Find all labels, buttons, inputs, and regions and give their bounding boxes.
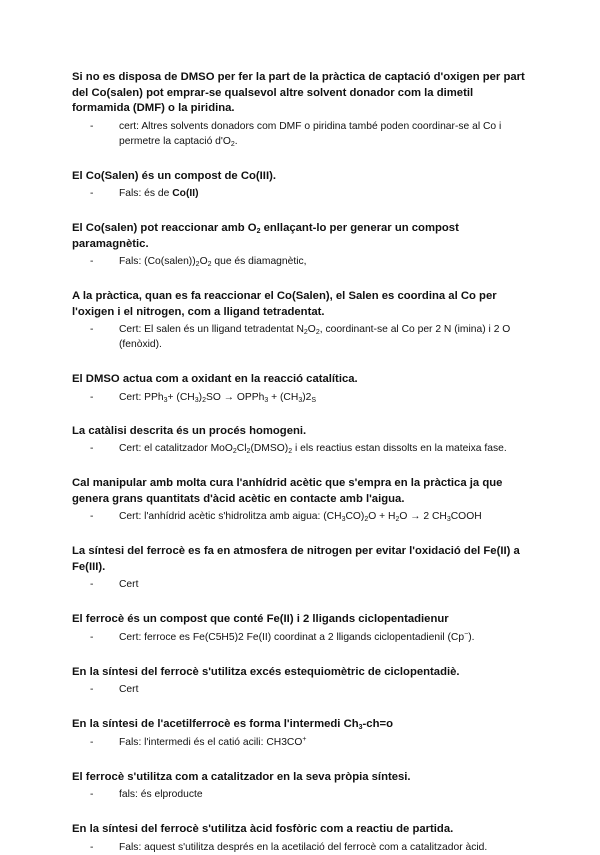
answer-item [72,682,532,697]
answer-text: Fals: $(Co(salen))_2O_2$ que és diamagnètic, [119,256,307,268]
answer-text: Fals: l'intermedi és el catió acili: CH3CO+ [119,735,307,748]
answer-text: fals: és elproducte [119,789,203,800]
answer-text: Cert: El salen és un lligand tetradentat $N_2O_2$, coordinant-se al Co per 2 N (imina) i 2 O (fenòxid). [119,324,511,350]
answer-text: Cert: $PPh_3+ (CH_3)_2SO$ → OPPh$_3$ + $(CH_3)2_S$ [119,391,317,404]
question-text: En la síntesi del ferrocè s'utilitza àcid fosfòric com a reactiu de partida. [72,823,454,835]
answer-item [72,254,532,269]
answer-item [72,787,532,802]
answer-item [72,441,532,456]
answer-text: Cert: l'anhídrid acètic s'hidrolitza amb aigua: $(CH_3CO)_2O + H_2O \to 2$ $CH_3COOH$ [119,511,482,523]
question-text: El DMSO actua com a oxidant en la reacció catalítica. [72,373,358,385]
list-dash: - [90,120,94,132]
question-text: El ferrocè és un compost que conté Fe(II) i 2 lligands ciclopentadienur [72,613,449,625]
answer-item [72,630,532,645]
answer-text: Fals: aquest s'utilitza després en la acetilació del ferrocè com a catalitzador àcid. [119,841,488,853]
answer-item [72,509,532,524]
answer-item [72,119,532,149]
answer-text: Cert: ferroce es Fe(C5H5)2 Fe(II) coordinat a 2 lligands ciclopentadienil (Cp−). [119,630,475,643]
list-dash: - [90,631,94,643]
answer-text: Fals: és de Co(II) [119,188,199,199]
list-dash: - [90,789,94,800]
list-dash: - [90,579,94,590]
list-dash: - [90,391,94,403]
question-text: La catàlisi descrita és un procés homogeni. [72,424,307,437]
question-text: El Co(salen) pot reaccionar amb $O_2$ enllaçant-lo per generar un compost paramagnètic. [72,222,459,250]
answer-item [72,735,532,750]
answer-item [72,840,532,855]
list-dash: - [90,511,94,522]
list-dash: - [90,684,94,695]
list-dash: - [90,443,94,454]
question-text: El Co(Salen) és un compost de Co(III). [72,169,276,182]
document-page [72,70,532,855]
question-text: En la síntesi de l'acetilferrocè es forma l'intermedi $Ch_3-ch=o$ [72,718,393,731]
list-dash: - [90,188,94,199]
list-dash: - [90,256,94,267]
question-text: En la síntesi del ferrocè s'utilitza excés estequiomètric de ciclopentadiè. [72,665,460,678]
list-dash: - [90,324,94,335]
answer-item [72,577,532,592]
question-text: Si no es disposa de DMSO per fer la part de la pràctica de captació d'oxigen per part del Co(salen) pot emprar-se qualsevol altre solvent donador com la dimetil formamida (DMF) o la piridina. [72,71,525,114]
list-dash: - [90,841,94,853]
answer-text: cert: Altres solvents donadors com DMF o piridina també poden coordinar-se al Co i permetre la captació $d'O_2$. [119,120,502,148]
question-text: A la pràctica, quan es fa reaccionar el Co(Salen), el Salen es coordina al Co per l'oxigen i el nitrogen, com a lligand tetradentat. [72,290,497,318]
answer-item [72,322,532,352]
question-text: El ferrocè s'utilitza com a catalitzador en la seva pròpia síntesi. [72,770,411,783]
answer-item [72,186,532,201]
list-dash: - [90,736,94,748]
answer-text: Cert: el catalitzador $MoO_2Cl_2(DMSO)_2$ i els reactius estan dissolts en la mateixa fase. [119,443,507,455]
question-text: Cal manipular amb molta cura l'anhídrid acètic que s'empra en la pràctica ja que genera grans quantitats d'àcid acètic en contacte amb l'aigua. [72,477,503,505]
answer-item [72,390,532,405]
question-text: La síntesi del ferrocè es fa en atmosfera de nitrogen per evitar l'oxidació del Fe(II) a Fe(III). [72,545,520,573]
answer-text: Cert [119,579,139,590]
answer-text: Cert [119,684,139,695]
